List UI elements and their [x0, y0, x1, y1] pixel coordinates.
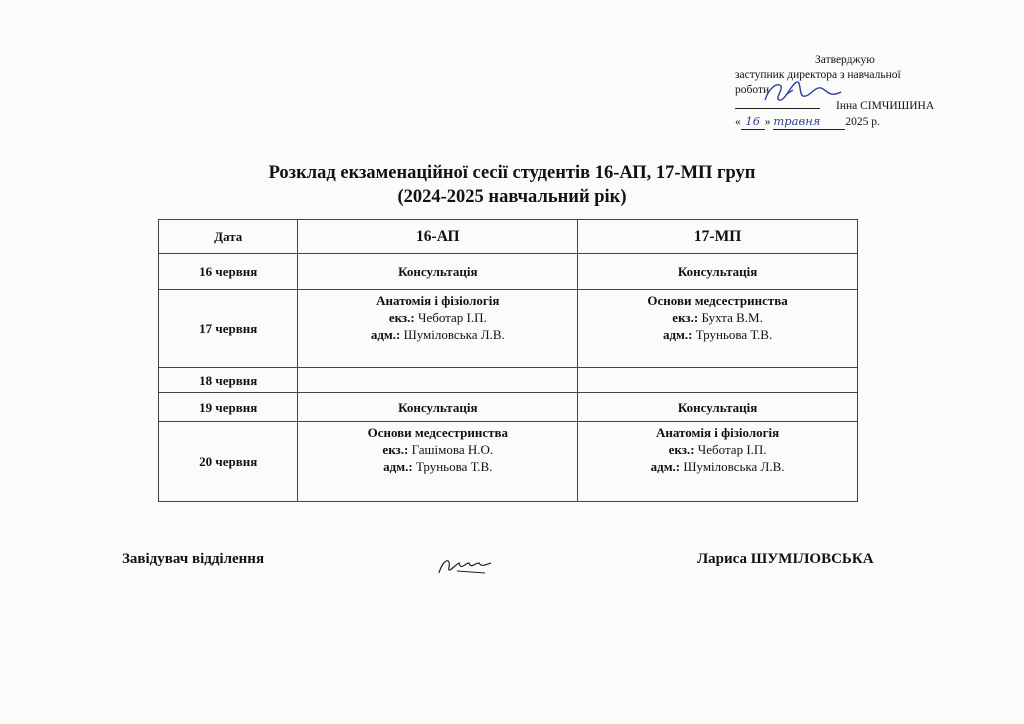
approval-block	[735, 53, 965, 130]
header-group-16ap: 16-АП	[298, 220, 578, 254]
assistant: Труньова Т.В.	[695, 327, 773, 342]
examiner: Чеботар І.П.	[418, 310, 487, 325]
row-date: 19 червня	[159, 393, 298, 422]
cell-16ap: Консультація	[298, 254, 578, 290]
approval-signature-line	[735, 98, 965, 114]
exam-schedule-table	[158, 219, 858, 502]
exam-subject: Анатомія і фізіологія	[376, 293, 500, 308]
examiner: Чеботар І.П.	[697, 442, 767, 457]
head-signature-icon	[435, 551, 495, 581]
table-row	[159, 254, 858, 290]
examiner: Бухта В.М.	[701, 310, 763, 325]
cell-17mp	[578, 422, 858, 502]
row-date: 17 червня	[159, 290, 298, 368]
date-quote-close: »	[764, 116, 771, 128]
cell-17mp: Консультація	[578, 254, 858, 290]
approval-position-line1: заступник директора з навчальної	[735, 69, 901, 81]
exam-subject: Анатомія і фізіологія	[655, 425, 780, 440]
adm-label: адм.:	[662, 327, 693, 342]
approval-date-line	[735, 114, 965, 130]
exam-label: екз.:	[382, 442, 409, 457]
approval-month: травня	[773, 114, 845, 130]
footer-position: Завідувач відділення	[122, 551, 265, 567]
assistant: Шуміловська Л.В.	[683, 459, 785, 474]
assistant: Шуміловська Л.В.	[403, 327, 505, 342]
table-row	[159, 290, 858, 368]
approver-signature-icon	[757, 78, 847, 108]
approval-position-line2: роботи	[735, 84, 770, 96]
cell-17mp	[578, 368, 858, 393]
approval-year: 2025 р.	[845, 116, 880, 128]
assistant: Труньова Т.В.	[415, 459, 493, 474]
exam-label: екз.:	[672, 310, 699, 325]
title-line1: Розклад екзаменаційної сесії студентів 16-АП, 17-МП груп	[268, 163, 756, 183]
table-row	[159, 422, 858, 502]
table-row	[159, 393, 858, 422]
exam-subject: Основи медсестринства	[647, 293, 788, 308]
row-date: 20 червня	[159, 422, 298, 502]
cell-17mp: Консультація	[578, 393, 858, 422]
exam-label: екз.:	[668, 442, 695, 457]
title-line2: (2024-2025 навчальний рік)	[397, 187, 627, 207]
date-quote-open: «	[735, 116, 741, 128]
adm-label: адм.:	[383, 459, 413, 474]
exam-label: екз.:	[388, 310, 415, 325]
examiner: Гашімова Н.О.	[411, 442, 494, 457]
approval-day: 16	[741, 114, 765, 130]
cell-17mp	[578, 290, 858, 368]
adm-label: адм.:	[650, 459, 681, 474]
table-row	[159, 368, 858, 393]
header-date: Дата	[159, 220, 298, 254]
cell-16ap	[298, 290, 578, 368]
cell-16ap: Консультація	[298, 393, 578, 422]
row-date: 16 червня	[159, 254, 298, 290]
cell-16ap	[298, 368, 578, 393]
page-title	[0, 161, 1024, 209]
footer-name: Лариса ШУМІЛОВСЬКА	[697, 551, 874, 567]
exam-subject: Основи медсестринства	[367, 425, 508, 440]
approval-word: Затверджую	[815, 54, 875, 66]
table-header-row	[159, 220, 858, 254]
approver-name: Інна СІМЧИШИНА	[836, 100, 935, 112]
row-date: 18 червня	[159, 368, 298, 393]
adm-label: адм.:	[370, 327, 401, 342]
header-group-17mp: 17-МП	[578, 220, 858, 254]
cell-16ap	[298, 422, 578, 502]
